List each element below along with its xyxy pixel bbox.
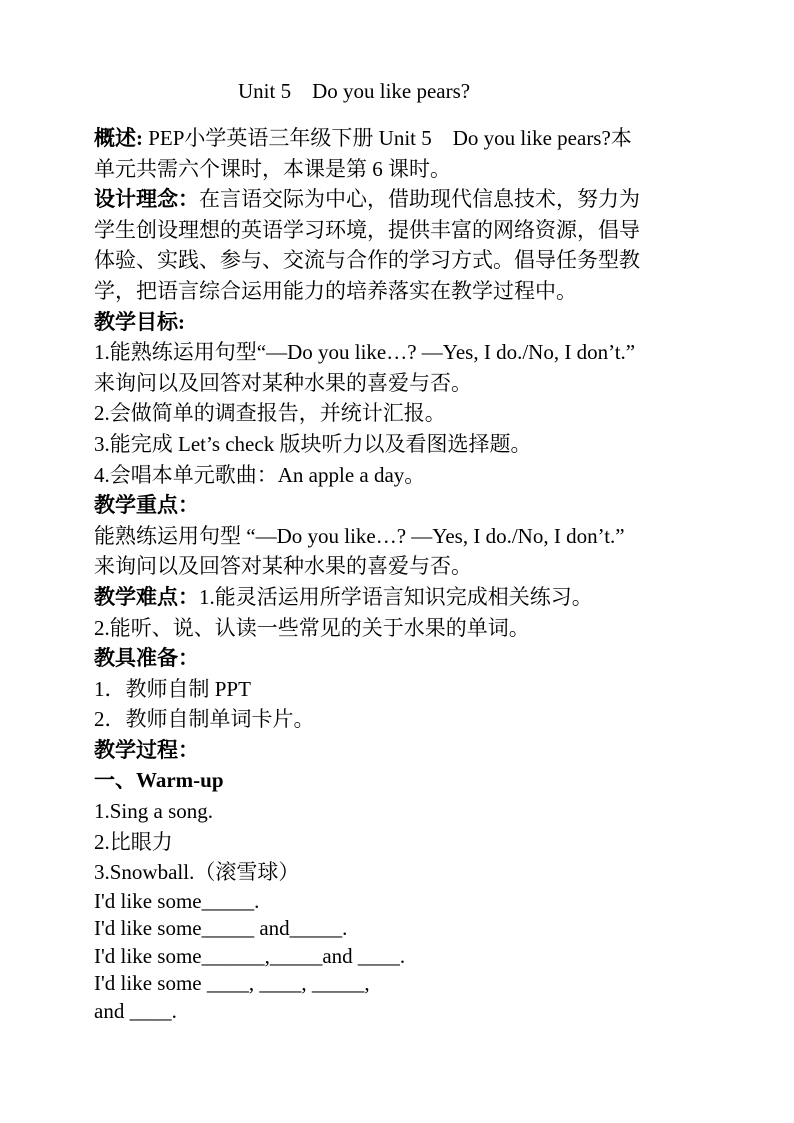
- overview-label: 概述:: [94, 126, 143, 150]
- objectives-heading: 教学目标:: [94, 309, 185, 334]
- process-heading: 教学过程：: [94, 737, 199, 762]
- objective-1-line-1: 1.能熟练运用句型“—Do you like…? —Yes, I do./No, I don’t.”: [94, 340, 636, 365]
- difficulties-line-2: 2.能听、说、认读一些常见的关于水果的单词。: [94, 615, 530, 640]
- step-3: 3.Snowball.（滚雪球）: [94, 860, 300, 885]
- design-concept-label: 设计理念：: [94, 187, 199, 212]
- design-concept-line-4: 学，把语言综合运用能力的培养落实在教学过程中。: [94, 278, 577, 303]
- drill-1: I'd like some_____.: [94, 888, 260, 913]
- drill-2: I'd like some_____ and_____.: [94, 916, 348, 941]
- overview-line-2: 单元共需六个课时，本课是第 6 课时。: [94, 156, 451, 181]
- drill-3: I'd like some______,_____and ____.: [94, 943, 406, 968]
- objective-3: 3.能完成 Let’s check 版块听力以及看图选择题。: [94, 431, 532, 456]
- materials-heading: 教具准备：: [94, 646, 199, 671]
- difficulties-text: 1.能灵活运用所学语言知识完成相关练习。: [199, 584, 593, 609]
- design-concept-line-2: 学生创设理想的英语学习环境，提供丰富的网络资源，倡导: [94, 217, 640, 242]
- key-points-heading: 教学重点：: [94, 493, 199, 518]
- step-1: 1.Sing a song.: [94, 799, 214, 824]
- difficulties-line-1: [94, 582, 734, 613]
- design-concept-line-1: [94, 184, 734, 215]
- section-warm-up: 一、Warm-up: [94, 768, 224, 793]
- difficulties-label: 教学难点：: [94, 584, 199, 609]
- material-1: 1．教师自制 PPT: [94, 676, 251, 701]
- drill-5: and ____.: [94, 998, 177, 1023]
- step-2: 2.比眼力: [94, 829, 173, 854]
- design-concept-line-3: 体验、实践、参与、交流与合作的学习方式。倡导任务型教: [94, 248, 640, 273]
- objective-4: 4.会唱本单元歌曲：An apple a day。: [94, 462, 426, 487]
- key-points-line-1: 能熟练运用句型 “—Do you like…? —Yes, I do./No, I don’t.”: [94, 523, 625, 548]
- objective-2: 2.会做简单的调查报告，并统计汇报。: [94, 401, 446, 426]
- drill-4: I'd like some ____, ____, _____,: [94, 971, 370, 996]
- overview-text: PEP小学英语三年级下册 Unit 5 Do you like pears?本: [143, 126, 632, 150]
- objective-1-line-2: 来询问以及回答对某种水果的喜爱与否。: [94, 370, 472, 395]
- material-2: 2．教师自制单词卡片。: [94, 707, 315, 732]
- overview-line-1: [94, 123, 734, 154]
- document-body: [94, 123, 734, 1025]
- design-concept-text: 在言语交际为中心，借助现代信息技术，努力为: [199, 187, 640, 212]
- key-points-line-2: 来询问以及回答对某种水果的喜爱与否。: [94, 554, 472, 579]
- page-title: Unit 5 Do you like pears?: [238, 79, 471, 103]
